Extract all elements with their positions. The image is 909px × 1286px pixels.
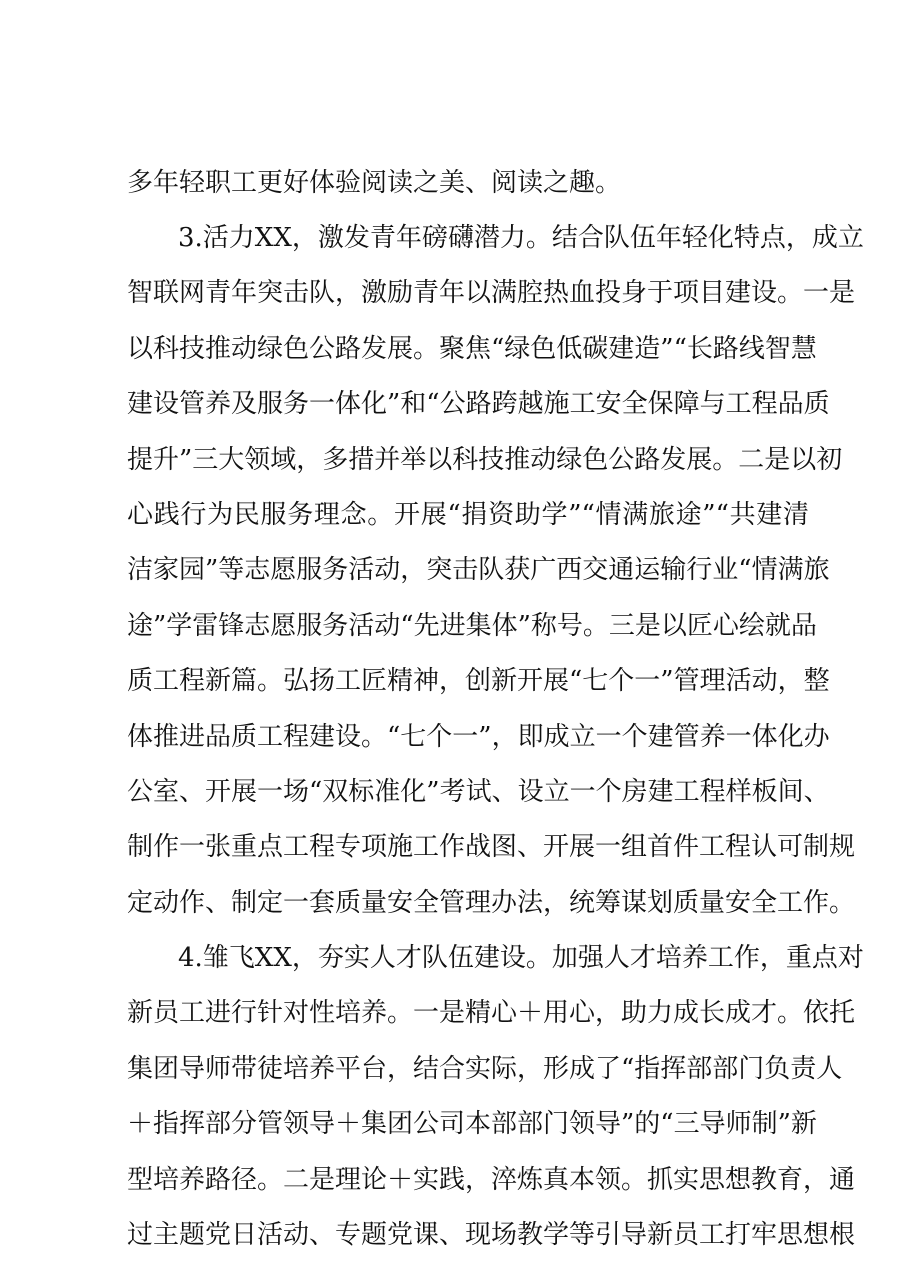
text-line: 洁家园”等志愿服务活动，突击队获广西交通运输行业“情满旅 — [127, 555, 830, 585]
text-line: 集团导师带徒培养平台，结合实际，形成了“指挥部部门负责人 — [127, 1054, 843, 1084]
text-line: 质工程新篇。弘扬工匠精神，创新开展“七个一”管理活动，整 — [127, 666, 830, 696]
text-line: 定动作、制定一套质量安全管理办法，统筹谋划质量安全工作。 — [127, 888, 856, 918]
text-line: 提升”三大领域，多措并举以科技推动绿色公路发展。二是以初 — [127, 445, 843, 475]
text-line: 心践行为民服务理念。开展“捐资助学”“情满旅途”“共建清 — [127, 500, 809, 530]
text-line: ＋指挥部分管领导＋集团公司本部部门领导”的“三导师制”新 — [127, 1109, 817, 1139]
text-line: 体推进品质工程建设。“七个一”，即成立一个建管养一体化办 — [127, 722, 830, 752]
text-line: 过主题党日活动、专题党课、现场教学等引导新员工打牢思想根 — [127, 1220, 856, 1250]
section-heading-line: 4.雏飞XX，夯实人才队伍建设。加强人才培养工作，重点对 — [178, 943, 864, 973]
section-heading-line: 3.活力XX，激发青年磅礴潜力。结合队伍年轻化特点，成立 — [178, 223, 864, 253]
text-line: 途”学雷锋志愿服务活动“先进集体”称号。三是以匠心绘就品 — [127, 611, 817, 641]
text-line: 型培养路径。二是理论＋实践，淬炼真本领。抓实思想教育，通 — [127, 1165, 856, 1195]
text-line: 以科技推动绿色公路发展。聚焦“绿色低碳建造”“长路线智慧 — [127, 334, 817, 364]
text-line: 建设管养及服务一体化”和“公路跨越施工安全保障与工程品质 — [127, 389, 830, 419]
text-line: 制作一张重点工程专项施工作战图、开展一组首件工程认可制规 — [127, 832, 856, 862]
text-line: 智联网青年突击队，激励青年以满腔热血投身于项目建设。一是 — [127, 278, 856, 308]
text-line: 公室、开展一场“双标准化”考试、设立一个房建工程样板间、 — [127, 777, 830, 807]
text-line: 多年轻职工更好体验阅读之美、阅读之趣。 — [127, 168, 622, 198]
text-line: 新员工进行针对性培养。一是精心＋用心，助力成长成才。依托 — [127, 998, 856, 1028]
